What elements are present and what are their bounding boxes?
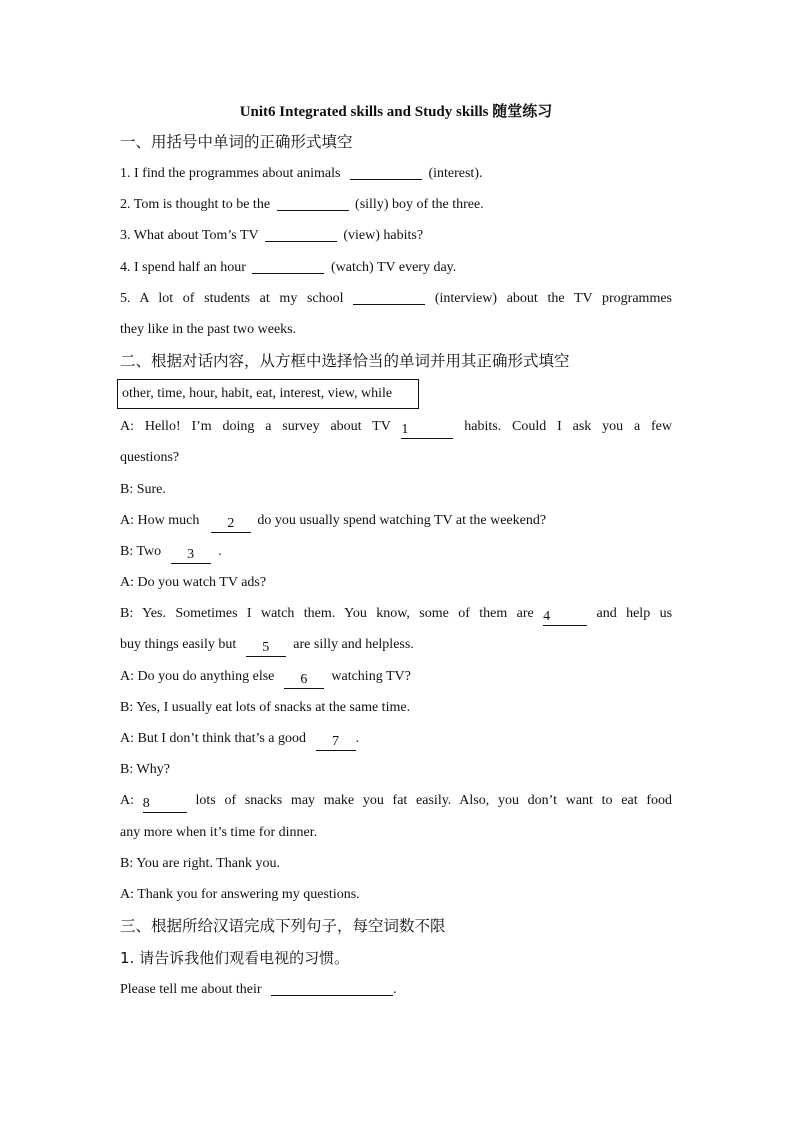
s3-text: Please tell me about their (120, 982, 262, 998)
dialogue-text: are silly and helpless. (293, 637, 414, 653)
dialogue-text: A: But I don’t think that’s a good (120, 731, 307, 746)
dialogue-text: and help us (596, 606, 673, 622)
s3-question-cn: 1. 请告诉我他们观看电视的习惯。 (120, 949, 350, 968)
section1-heading: 一、用括号中单词的正确形式填空 (120, 133, 353, 151)
numbered-blank[interactable]: 7 (316, 734, 356, 751)
dialogue-line: questions? (120, 450, 180, 466)
dialogue-line (120, 536, 672, 567)
s1-item-3 (120, 220, 672, 251)
dialogue-text: buy things easily but (120, 637, 237, 653)
word-box: other, time, hour, habit, eat, interest, view, while (117, 379, 419, 409)
answer-blank[interactable] (271, 979, 393, 996)
page-title: Unit6 Integrated skills and Study skills 随堂练习 (239, 104, 553, 120)
s3-question-en (120, 974, 672, 1005)
numbered-blank[interactable]: 2 (211, 516, 251, 533)
dialogue-line (120, 723, 672, 754)
answer-blank[interactable] (353, 288, 425, 305)
s1-text: (view) habits? (343, 228, 424, 244)
dialogue-line: A: Thank you for answering my questions. (120, 886, 360, 902)
section3-heading: 三、根据所给汉语完成下列句子，每空词数不限 (120, 917, 446, 936)
worksheet (120, 98, 672, 1005)
dialogue-text: A: Hello! I’m doing a survey about TV (120, 419, 391, 435)
s1-item-5-cont: they like in the past two weeks. (120, 321, 297, 337)
dialogue-line (120, 785, 672, 816)
numbered-blank[interactable]: 1 (401, 422, 453, 439)
s1-text: 4. I spend half an hour (120, 259, 246, 275)
dialogue-text: A: Do you do anything else (120, 668, 275, 684)
dialogue-line (120, 598, 672, 629)
dialogue-line: A: Do you watch TV ads? (120, 575, 267, 591)
s1-item-1 (120, 158, 672, 189)
answer-blank[interactable] (252, 257, 324, 274)
s1-item-2 (120, 189, 672, 220)
s1-text: 1. I find the programmes about animals (120, 166, 341, 181)
dialogue-text: . (218, 543, 222, 559)
numbered-blank[interactable]: 8 (143, 796, 187, 813)
s1-text: 2. Tom is thought to be the (120, 197, 271, 213)
answer-blank[interactable] (350, 163, 422, 180)
numbered-blank[interactable]: 5 (246, 640, 286, 657)
s1-text: (silly) boy of the three. (355, 197, 484, 213)
period: . (393, 982, 397, 998)
numbered-blank[interactable]: 4 (543, 609, 587, 626)
section2-heading: 二、根据对话内容，从方框中选择恰当的单词并用其正确形式填空 (120, 352, 570, 371)
dialogue-line: B: Yes, I usually eat lots of snacks at the same time. (120, 699, 411, 715)
dialogue-line (120, 505, 672, 536)
dialogue-line (120, 411, 672, 442)
dialogue-line (120, 629, 672, 660)
dialogue-text: A: (120, 793, 134, 809)
dialogue-line (120, 661, 672, 692)
dialogue-text: do you usually spend watching TV at the weekend? (257, 512, 547, 528)
dialogue-line: B: Sure. (120, 481, 166, 497)
s1-item-4 (120, 252, 672, 283)
dialogue-text: . (355, 731, 360, 746)
s1-text: (watch) TV every day. (330, 259, 457, 275)
dialogue-text: habits. Could I ask you a few (464, 419, 672, 435)
dialogue-line: B: You are right. Thank you. (120, 855, 280, 871)
numbered-blank[interactable]: 6 (284, 672, 324, 689)
dialogue-text: B: Two (120, 543, 162, 559)
numbered-blank[interactable]: 3 (171, 547, 211, 564)
dialogue-line: any more when it’s time for dinner. (120, 824, 318, 840)
s1-text: (interest). (428, 166, 483, 181)
dialogue-text: watching TV? (331, 668, 411, 684)
s1-item-5 (120, 283, 672, 314)
dialogue-text: B: Yes. Sometimes I watch them. You know, some of them are (120, 606, 534, 622)
dialogue-line: B: Why? (120, 762, 170, 778)
s1-text: 3. What about Tom’s TV (120, 228, 259, 244)
dialogue-text: lots of snacks may make you fat easily. Also, you don’t want to eat food (195, 793, 673, 809)
answer-blank[interactable] (265, 225, 337, 242)
s1-text: (interview) about the TV programmes (434, 290, 672, 306)
s1-text: 5. A lot of students at my school (120, 290, 344, 306)
dialogue-text: A: How much (120, 512, 200, 528)
answer-blank[interactable] (277, 194, 349, 211)
